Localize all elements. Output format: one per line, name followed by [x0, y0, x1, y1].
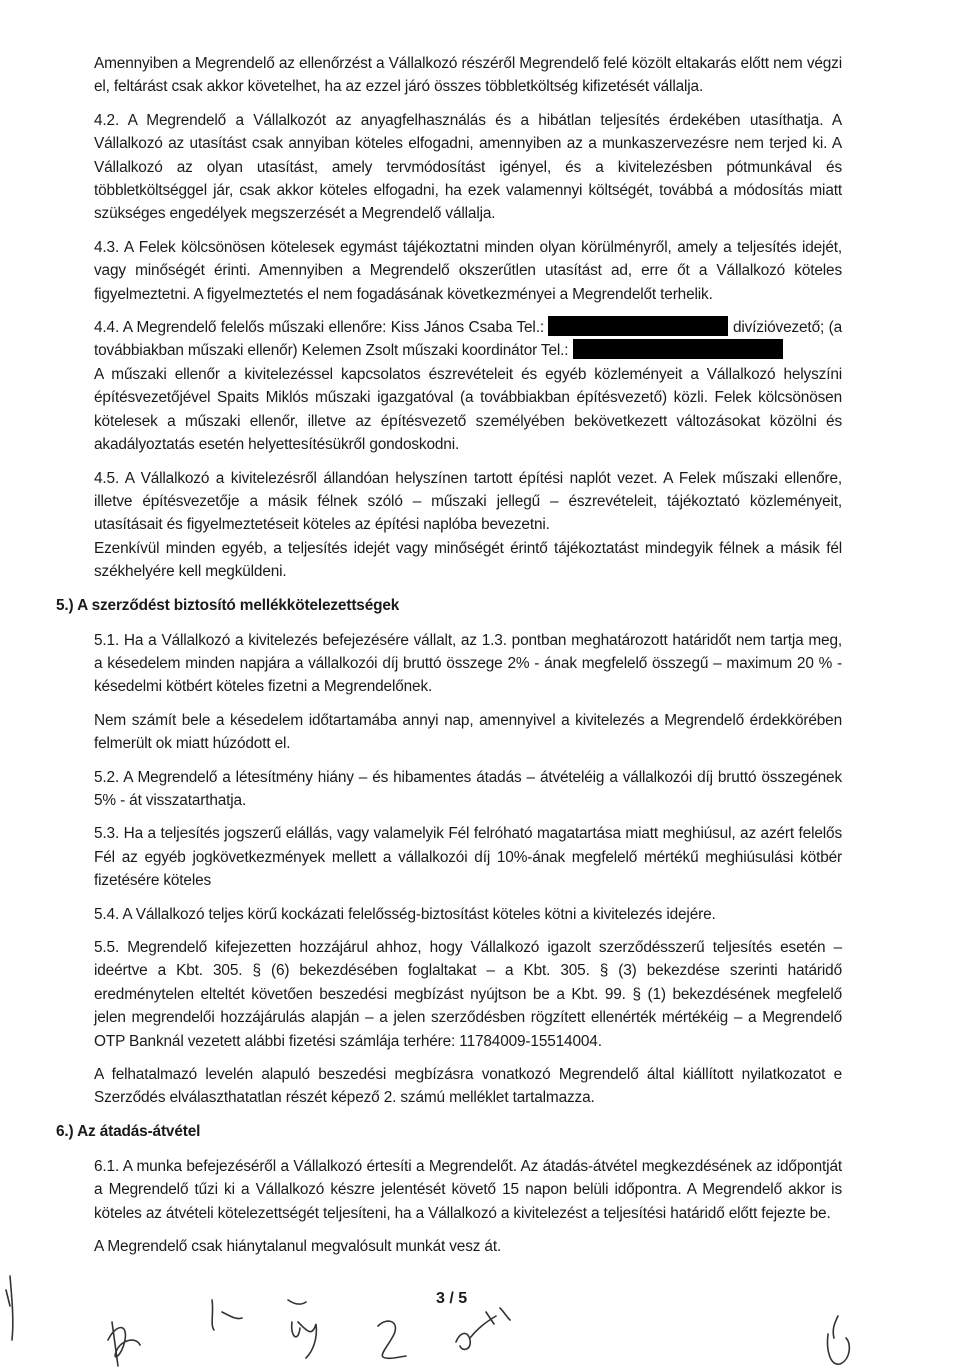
paragraph-5-1-continued: Nem számít bele a késedelem időtartamába annyi nap, amennyivel a kivitelezés a Megrendelő érdekkörében felmerült ok miatt húzódott el.	[94, 711, 842, 753]
paragraph-5-4: 5.4. A Vállalkozó teljes körű kockázati felelősség-biztosítást köteles kötni a kivitelezés idejére.	[94, 905, 716, 923]
paragraph-5-1: 5.1. Ha a Vállalkozó a kivitelezés befejezésére vállalt, az 1.3. pontban meghatározott határidőt nem tartja meg, a késedelem minden napjára a vállalkozói díj bruttó összege 2% - ának megfelelő összegű – maximum 20 % - késedelmi kötbért köteles fizetni a Megrendelőnek.	[94, 631, 842, 696]
paragraph-6-1-continued: A Megrendelő csak hiánytalanul megvalósult munkát vesz át.	[94, 1238, 502, 1256]
paragraph-4-5-continued: Ezenkívül minden egyéb, a teljesítés idejét vagy minőségét érintő tájékoztatást mindegyik félnek a másik fél székhelyére kell megküldeni.	[94, 539, 842, 581]
section-heading-6: 6.) Az átadás-átvétel	[56, 1122, 201, 1140]
paragraph-5-2: 5.2. A Megrendelő a létesítmény hiány – és hibamentes átadás – átvételéig a vállalkozói díj bruttó összegének 5% - át visszatarthatja.	[94, 768, 842, 809]
paragraph-4-4-continued: A műszaki ellenőr a kivitelezéssel kapcsolatos észrevételeit és egyéb közleményeit a Vállalkozó helyszíni építésvezetőjével Spaits Miklós műszaki igazgatóval (a továbbiakban építésvezető) közli. Felek kölcsönösen kötelesek a műszaki ellenőr, illetve az építésvezető személyében bekövetkezett változásokat közölni és akadályoztatás esetén helyettesítésükről gondoskodni.	[94, 365, 842, 454]
section-heading-5: 5.) A szerződést biztosító mellékkötelezettségek	[56, 596, 400, 614]
paragraph-4-5: 4.5. A Vállalkozó a kivitelezésről állandóan helyszínen tartott építési naplót vezet. A Felek műszaki ellenőre, illetve építésvezetője a másik félnek szóló – műszaki jellegű – észrevételeit, tájékoztató közleményeit, utasításait és figyelmeztetéseit köteles az építési naplóba bevezetni.	[94, 469, 842, 534]
paragraph-4-3: 4.3. A Felek kölcsönösen kötelesek egymást tájékoztatni minden olyan körülményről, amely a teljesítés idejét, vagy minőségét érinti. Amennyiben a Megrendelő okszerűtlen utasítást ad, erre őt a Vállalkozó köteles figyelmeztetni. A figyelmeztetés el nem fogadásának következményei a Megrendelőt terhelik.	[94, 238, 842, 303]
paragraph-6-1: 6.1. A munka befejezéséről a Vállalkozó értesíti a Megrendelőt. Az átadás-átvétel megkezdésének az időpontját a Megrendelő tűzi ki a Vállalkozó készre jelentését követő 15 napon belüli időpontra. A Megrendelő akkor is köteles az átvételi kötelezettségét teljesíteni, ha a Vállalkozó a kivitelezést a teljesítési határidő előtt fejezte be.	[94, 1157, 842, 1222]
paragraph-4-4-part-a: 4.4. A Megrendelő felelős műszaki ellenőre: Kiss János Csaba Tel.:	[94, 319, 544, 337]
paragraph-5-5: 5.5. Megrendelő kifejezetten hozzájárul ahhoz, hogy Vállalkozó igazolt szerződésszerű teljesítés esetén – ideértve a Kbt. 305. § (6) bekezdésében foglaltakat – a Kbt. 305. § (3) bekezdése szerinti határidő eredménytelen elteltét követően beszedési megbízást nyújtson be a Kbt. 99. § (1) bekezdésének megfelelő jelen megrendelői hozzájárulás alapján – a jelen szerződésben rögzített ellenérték mértékéig – a Megrendelő OTP Banknál vezetett alábbi fizetési számlája terhére: 11784009-15514004.	[94, 939, 842, 1050]
paragraph-4-2: 4.2. A Megrendelő a Vállalkozót az anyagfelhasználás és a hibátlan teljesítés érdekében utasíthatja. A Vállalkozó az utasítást csak annyiban köteles elfogadni, amennyiben az a munkaszervezésre nem terjed ki. A Vállalkozó az olyan utasítást, amely tervmódosítást igényel, és a kivitelezésben pótmunkával és többletköltséggel jár, csak akkor köteles elfogadni, ha ezek valamennyi költségét, továbbá a módosítás miatt szükséges engedélyek megszerzését a Megrendelő vállalja.	[94, 111, 842, 223]
paragraph-4-4-part-b: divízióvezető; (a továbbiakban műszaki ellenőr) Kelemen Zsolt műszaki koordinátor Tel.:	[94, 319, 842, 360]
paragraph-5-5-continued: A felhatalmazó levelén alapuló beszedési megbízásra vonatkozó Megrendelő által kiállított nyilatkozatot e Szerződés elválaszthatatlan részét képező 2. számú melléklet tartalmazza.	[94, 1066, 842, 1107]
paragraph-intro: Amennyiben a Megrendelő az ellenőrzést a Vállalkozó részéről Megrendelő felé közölt eltakarás előtt nem végzi el, feltárást csak akkor követelhet, ha az ezzel járó összes többletköltség kifizetését vállalja.	[94, 55, 842, 96]
paragraph-5-3: 5.3. Ha a teljesítés jogszerű elállás, vagy valamelyik Fél felróható magatartása miatt meghiúsul, az azért felelős Fél az egyéb jogkövetkezmények mellett a vállalkozói díj 10%-ának megfelelő mértékű meghiúsulási kötbér fizetésére köteles	[94, 825, 842, 890]
page-number: 3 / 5	[436, 1290, 468, 1307]
